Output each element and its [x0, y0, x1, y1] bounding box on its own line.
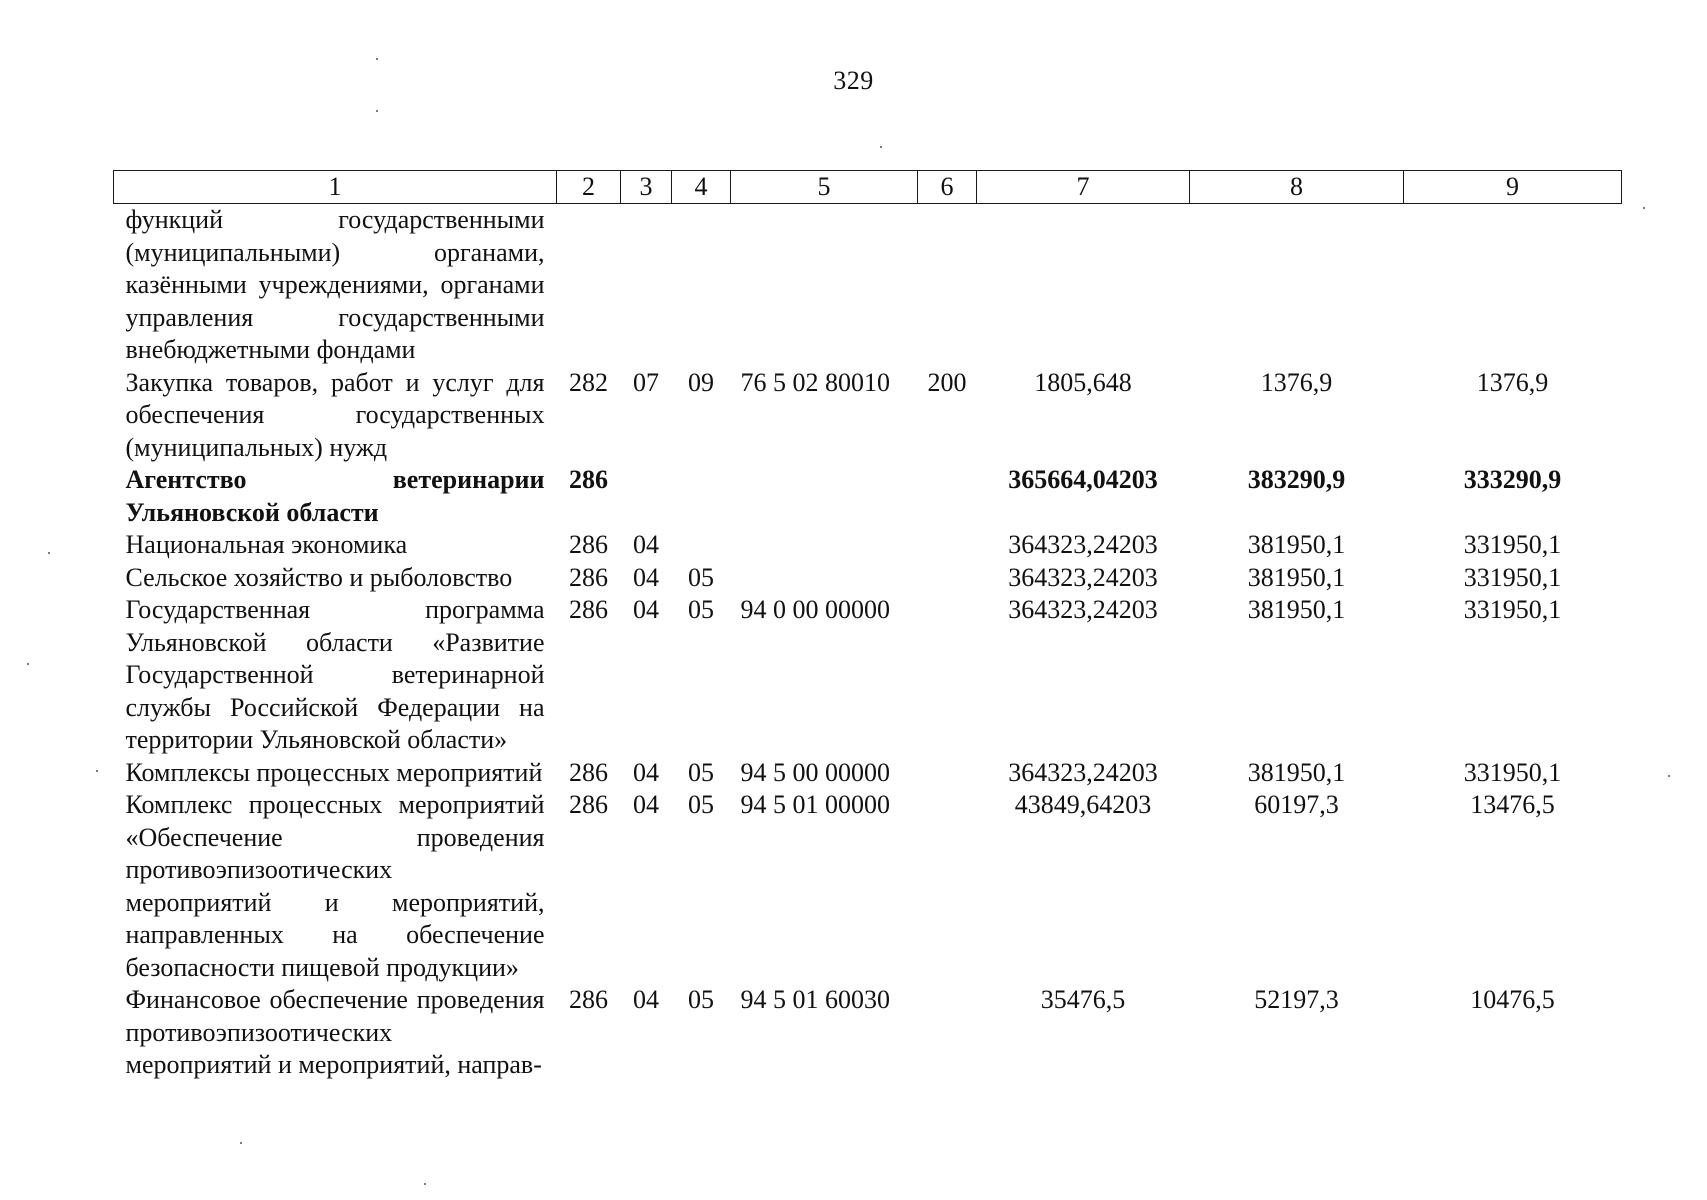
budget-table-container — [113, 170, 1621, 1082]
row-description: Финансовое обеспечение проведения противоэпизоотических мероприятий и мероприятий, направ- — [125, 985, 545, 1079]
row-col-3: 07 — [633, 367, 659, 397]
row-col-6 — [918, 464, 977, 529]
row-col-6 — [918, 789, 977, 984]
header-col-3: 3 — [621, 171, 672, 204]
row-col-5 — [731, 562, 918, 595]
row-col-4 — [672, 464, 731, 529]
row-description: Комплекс процессных мероприятий «Обеспечение проведения противоэпизоотических мероприятий и мероприятий, направленных на обеспечение безопасности пищевой продукции» — [125, 790, 545, 982]
row-col-9: 1376,9 — [1476, 367, 1549, 397]
row-description: Сельское хозяйство и рыболовство — [125, 562, 513, 592]
table-row — [114, 789, 1622, 984]
row-col-6 — [918, 562, 977, 595]
row-col-3: 04 — [633, 595, 659, 624]
row-col-7: 364323,24203 — [1008, 595, 1158, 624]
row-col-8: 381950,1 — [1247, 595, 1346, 624]
row-col-4: 05 — [688, 985, 714, 1014]
scan-speck — [1643, 207, 1645, 209]
row-col-8: 381950,1 — [1247, 757, 1346, 787]
row-col-6 — [918, 594, 977, 757]
row-col-2: 286 — [569, 562, 608, 592]
header-col-6: 6 — [918, 171, 977, 204]
row-col-5 — [731, 529, 918, 562]
row-col-5: 94 0 00 00000 — [740, 595, 890, 624]
row-col-2: 282 — [569, 367, 608, 397]
row-col-8: 383290,9 — [1247, 465, 1346, 494]
row-col-4: 05 — [688, 562, 714, 592]
row-col-2: 286 — [569, 465, 608, 494]
row-col-7: 365664,04203 — [1008, 465, 1158, 494]
row-col-9: 333290,9 — [1463, 465, 1562, 494]
row-col-9: 10476,5 — [1470, 985, 1555, 1014]
row-col-6: 200 — [927, 367, 967, 397]
row-description: функций государственными (муниципальными) органами, казёнными учреждениями, органами управления государственными внебюджетными фондами — [125, 205, 545, 364]
table-row — [114, 367, 1622, 465]
row-col-6 — [918, 204, 977, 367]
row-col-7: 364323,24203 — [1008, 562, 1158, 592]
header-col-1: 1 — [114, 171, 557, 204]
row-description: Комплексы процессных мероприятий — [125, 757, 543, 787]
row-col-3: 04 — [633, 530, 659, 559]
header-col-4: 4 — [672, 171, 731, 204]
row-col-8 — [1190, 204, 1404, 367]
row-col-7: 43849,64203 — [1014, 790, 1152, 819]
row-col-5: 76 5 02 80010 — [740, 367, 890, 397]
row-col-9: 331950,1 — [1463, 595, 1562, 624]
row-col-8: 60197,3 — [1254, 790, 1339, 819]
row-col-2: 286 — [569, 790, 608, 819]
table-row — [114, 464, 1622, 529]
row-col-5 — [731, 464, 918, 529]
row-col-8: 381950,1 — [1247, 530, 1346, 559]
scan-speck — [27, 663, 29, 665]
budget-table — [113, 170, 1622, 1082]
page-number: 329 — [833, 66, 874, 95]
row-col-5: 94 5 00 00000 — [740, 757, 890, 787]
row-col-6 — [918, 984, 977, 1082]
scan-speck — [424, 1183, 426, 1185]
table-row — [114, 562, 1622, 595]
row-col-6 — [918, 757, 977, 790]
row-col-7 — [977, 204, 1190, 367]
table-body — [114, 204, 1622, 1082]
row-col-5 — [731, 204, 918, 367]
row-col-4: 05 — [688, 757, 714, 787]
header-col-2: 2 — [557, 171, 621, 204]
row-description: Агентство ветеринарии Ульяновской области — [125, 465, 545, 527]
row-col-4 — [672, 529, 731, 562]
row-col-2: 286 — [569, 985, 608, 1014]
row-col-3 — [621, 204, 672, 367]
scan-speck — [376, 110, 378, 112]
header-row — [114, 171, 1622, 204]
row-col-4 — [672, 204, 731, 367]
row-col-6 — [918, 529, 977, 562]
header-col-8: 8 — [1190, 171, 1404, 204]
row-col-4: 05 — [688, 595, 714, 624]
row-col-5: 94 5 01 60030 — [740, 985, 890, 1014]
row-col-8: 52197,3 — [1254, 985, 1339, 1014]
row-col-4: 09 — [688, 367, 714, 397]
table-row — [114, 757, 1622, 790]
row-description: Национальная экономика — [125, 530, 408, 559]
row-col-7: 35476,5 — [1040, 985, 1126, 1014]
row-col-3: 04 — [633, 562, 659, 592]
row-col-3 — [621, 464, 672, 529]
scan-speck — [48, 552, 50, 554]
row-col-3: 04 — [633, 790, 659, 819]
row-col-4: 05 — [688, 790, 714, 819]
row-col-5: 94 5 01 00000 — [740, 790, 890, 819]
row-description: Закупка товаров, работ и услуг для обеспечения государственных (муниципальных) нужд — [125, 367, 545, 462]
table-row — [114, 204, 1622, 367]
row-description: Государственная программа Ульяновской области «Развитие Государственной ветеринарной службы Российской Федерации на территории Ульяновской области» — [125, 595, 545, 754]
row-col-9: 331950,1 — [1463, 530, 1562, 559]
row-col-9: 331950,1 — [1463, 562, 1562, 592]
row-col-2: 286 — [569, 757, 608, 787]
table-row — [114, 529, 1622, 562]
scan-speck — [240, 1142, 242, 1144]
scan-speck — [880, 146, 882, 148]
table-header — [114, 171, 1622, 204]
row-col-2 — [557, 204, 621, 367]
row-col-8: 381950,1 — [1247, 562, 1346, 592]
scan-speck — [376, 58, 378, 60]
header-col-7: 7 — [977, 171, 1190, 204]
row-col-8: 1376,9 — [1260, 367, 1333, 397]
table-row — [114, 984, 1622, 1082]
row-col-9: 331950,1 — [1463, 757, 1562, 787]
scan-speck — [96, 770, 98, 772]
row-col-2: 286 — [569, 595, 608, 624]
header-col-5: 5 — [731, 171, 918, 204]
scan-speck — [1668, 775, 1670, 777]
row-col-9: 13476,5 — [1470, 790, 1555, 819]
row-col-2: 286 — [569, 530, 608, 559]
header-col-9: 9 — [1404, 171, 1622, 204]
row-col-7: 1805,648 — [1034, 367, 1132, 397]
row-col-9 — [1404, 204, 1622, 367]
row-col-3: 04 — [633, 757, 659, 787]
row-col-3: 04 — [633, 985, 659, 1014]
table-row — [114, 594, 1622, 757]
row-col-7: 364323,24203 — [1008, 757, 1158, 787]
row-col-7: 364323,24203 — [1008, 530, 1158, 559]
